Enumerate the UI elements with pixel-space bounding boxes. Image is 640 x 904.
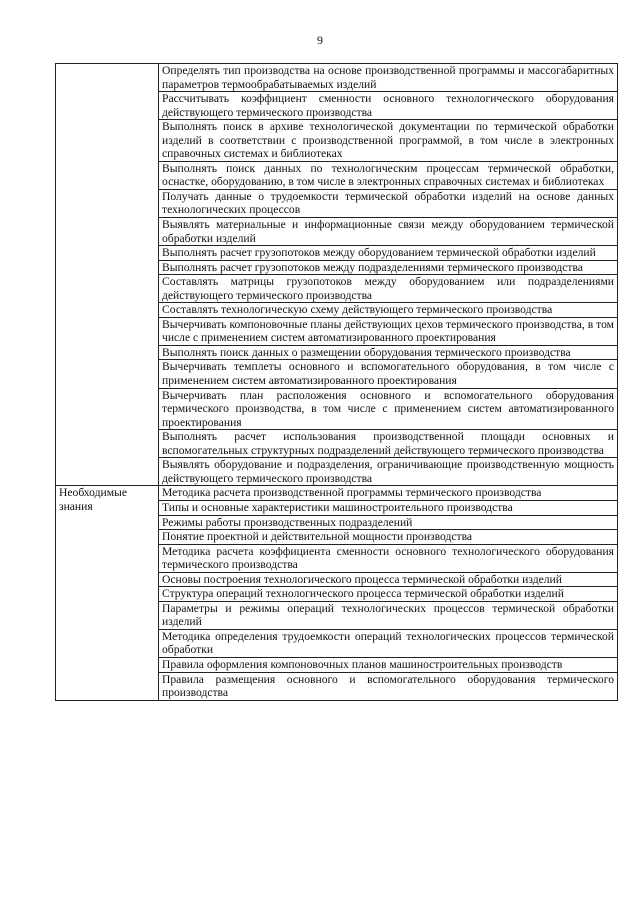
knowledge-item: Методика расчета производственной программы термического производства xyxy=(159,486,618,501)
skill-item: Получать данные о трудоемкости термической обработки изделий на основе данных технологических процессов xyxy=(159,189,618,217)
skill-item: Составлять матрицы грузопотоков между оборудованием или подразделениями действующего термического производства xyxy=(159,275,618,303)
knowledge-item: Типы и основные характеристики машиностроительного производства xyxy=(159,500,618,515)
skill-item: Выполнять расчет грузопотоков между оборудованием термической обработки изделий xyxy=(159,246,618,261)
skill-item: Выполнять поиск данных о размещении оборудования термического производства xyxy=(159,345,618,360)
knowledge-item: Правила оформления компоновочных планов машиностроительных производств xyxy=(159,657,618,672)
knowledge-item: Понятие проектной и действительной мощности производства xyxy=(159,530,618,545)
competency-table xyxy=(55,63,618,701)
skill-item: Вычерчивать темплеты основного и вспомогательного оборудования, в том числе с применением систем автоматизированного проектирования xyxy=(159,360,618,388)
skill-item: Рассчитывать коэффициент сменности основного технологического оборудования действующего термического производства xyxy=(159,92,618,120)
skill-item: Выявлять материальные и информационные связи между оборудованием термической обработки изделий xyxy=(159,218,618,246)
knowledge-item: Режимы работы производственных подразделений xyxy=(159,515,618,530)
knowledge-label: Необходимые знания xyxy=(56,486,159,700)
table-row xyxy=(56,64,618,92)
table-row xyxy=(56,486,618,501)
skill-item: Составлять технологическую схему действующего термического производства xyxy=(159,303,618,318)
skill-item: Вычерчивать компоновочные планы действующих цехов термического производства, в том числе с применением систем автоматизированного проектирования xyxy=(159,317,618,345)
knowledge-item: Структура операций технологического процесса термической обработки изделий xyxy=(159,587,618,602)
knowledge-item: Методика определения трудоемкости операций технологических процессов термической обработки xyxy=(159,629,618,657)
knowledge-section xyxy=(56,486,618,700)
skill-item: Выполнять поиск данных по технологическим процессам термической обработки, оснастке, оборудованию, в том числе в электронных справочных системах и библиотеках xyxy=(159,161,618,189)
skills-section xyxy=(56,64,618,486)
knowledge-item: Основы построения технологического процесса термической обработки изделий xyxy=(159,572,618,587)
skill-item: Выполнять расчет грузопотоков между подразделениями термического производства xyxy=(159,260,618,275)
knowledge-item: Параметры и режимы операций технологических процессов термической обработки изделий xyxy=(159,601,618,629)
skill-item: Вычерчивать план расположения основного и вспомогательного оборудования термического производства, в том числе с применением систем автоматизированного проектирования xyxy=(159,388,618,430)
skill-item: Выявлять оборудование и подразделения, ограничивающие производственную мощность действующего термического производства xyxy=(159,458,618,486)
skill-item: Выполнять поиск в архиве технологической документации по термической обработки изделий в соответствии с производственной программой, в том числе в электронных справочных системах и библиотеках xyxy=(159,120,618,162)
skills-label-cell xyxy=(56,64,159,486)
skill-item: Выполнять расчет использования производственной площади основных и вспомогательных структурных подразделений действующего термического производства xyxy=(159,430,618,458)
skill-item: Определять тип производства на основе производственной программы и массогабаритных параметров термообрабатываемых изделий xyxy=(159,64,618,92)
page-number: 9 xyxy=(317,33,323,47)
knowledge-item: Методика расчета коэффициента сменности основного технологического оборудования термического производства xyxy=(159,544,618,572)
knowledge-item: Правила размещения основного и вспомогательного оборудования термического производства xyxy=(159,672,618,700)
